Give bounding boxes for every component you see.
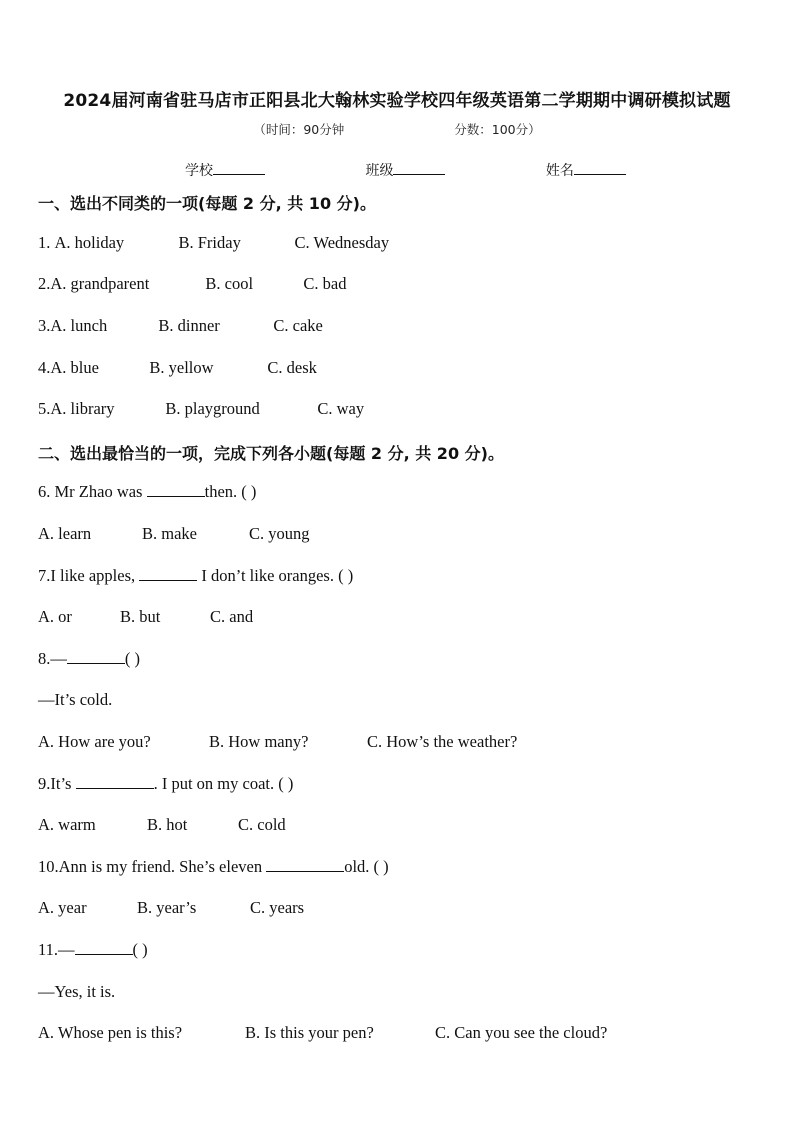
option-b: B. hot <box>147 815 188 834</box>
question-3: 3.A. lunch B. dinner C. cake <box>38 316 323 335</box>
answer-blank[interactable] <box>76 774 154 789</box>
option-b: B. Is this your pen? <box>245 1023 374 1042</box>
question-6: 6. Mr Zhao was then. ( ) <box>38 482 257 501</box>
answer-blank[interactable] <box>75 940 133 955</box>
option-c: C. Wednesday <box>294 233 390 252</box>
option-b: B. year’s <box>137 898 197 917</box>
option-a: A. warm <box>38 815 96 834</box>
question-6-options <box>38 524 310 544</box>
option-c: C. way <box>317 399 365 418</box>
option-a: A. Whose pen is this? <box>38 1023 183 1042</box>
option-a: A. year <box>38 898 87 917</box>
school-blank[interactable] <box>213 162 265 175</box>
question-9: 9.It’s . I put on my coat. ( ) <box>38 774 294 793</box>
answer-blank[interactable] <box>147 482 205 497</box>
option-c: C. Can you see the cloud? <box>435 1023 608 1042</box>
option-b: B. How many? <box>209 732 309 751</box>
option-b: B. cool <box>205 274 254 293</box>
answer-blank[interactable] <box>266 857 344 872</box>
question-7-options <box>38 607 253 627</box>
option-b: B. dinner <box>158 316 220 335</box>
answer-blank[interactable] <box>139 566 197 581</box>
class-field[interactable]: 班级 <box>365 160 445 180</box>
question-7: 7.I like apples, I don’t like oranges. ( ) <box>38 566 354 585</box>
question-11: 11.— ( ) <box>38 940 148 959</box>
question-8-reply: —It’s cold. <box>38 690 113 709</box>
exam-score: 分数：100分） <box>454 122 541 137</box>
name-blank[interactable] <box>574 162 626 175</box>
option-c: C. cold <box>238 815 286 834</box>
option-a: A. library <box>50 399 115 418</box>
question-5: 5.A. library B. playground C. way <box>38 399 365 418</box>
student-info-fields <box>185 160 626 180</box>
exam-title: 2024届河南省驻马店市正阳县北大翰林实验学校四年级英语第二学期期中调研模拟试题 <box>63 91 731 111</box>
option-b: B. playground <box>165 399 260 418</box>
question-1: 1. A. holiday B. Friday C. Wednesday <box>38 233 390 252</box>
option-c: C. How’s the weather? <box>367 732 518 751</box>
option-b: B. yellow <box>149 358 214 377</box>
option-b: B. make <box>142 524 197 543</box>
exam-time: （时间：90分钟 <box>253 122 345 137</box>
option-c: C. and <box>210 607 254 626</box>
name-field[interactable]: 姓名 <box>546 160 626 180</box>
option-a: A. or <box>38 607 72 626</box>
option-c: C. desk <box>267 358 317 377</box>
question-8: 8.— ( ) <box>38 649 140 668</box>
section-2-heading: 二、选出最恰当的一项，完成下列各小题(每题 2 分, 共 20 分)。 <box>38 444 504 463</box>
exam-meta <box>0 120 794 138</box>
option-c: C. years <box>250 898 305 917</box>
option-c: C. young <box>249 524 310 543</box>
option-b: B. but <box>120 607 161 626</box>
question-2: 2.A. grandparent B. cool C. bad <box>38 274 347 293</box>
option-a: A. holiday <box>54 233 125 252</box>
question-11-reply: —Yes, it is. <box>38 982 116 1001</box>
option-a: A. lunch <box>50 316 108 335</box>
option-a: A. How are you? <box>38 732 151 751</box>
question-9-options <box>38 815 286 835</box>
section-1-heading: 一、选出不同类的一项(每题 2 分, 共 10 分)。 <box>38 194 376 213</box>
option-c: C. bad <box>303 274 347 293</box>
question-10-options <box>38 898 304 918</box>
option-b: B. Friday <box>178 233 241 252</box>
question-8-options <box>38 732 517 752</box>
school-field[interactable]: 学校 <box>185 160 265 180</box>
option-a: A. grandparent <box>50 274 150 293</box>
option-a: A. blue <box>50 358 99 377</box>
option-a: A. learn <box>38 524 92 543</box>
option-c: C. cake <box>273 316 323 335</box>
answer-blank[interactable] <box>67 649 125 664</box>
class-blank[interactable] <box>393 162 445 175</box>
question-10: 10.Ann is my friend. She’s eleven old. ( ) <box>38 857 389 876</box>
question-4: 4.A. blue B. yellow C. desk <box>38 358 317 377</box>
question-11-options <box>38 1023 607 1043</box>
